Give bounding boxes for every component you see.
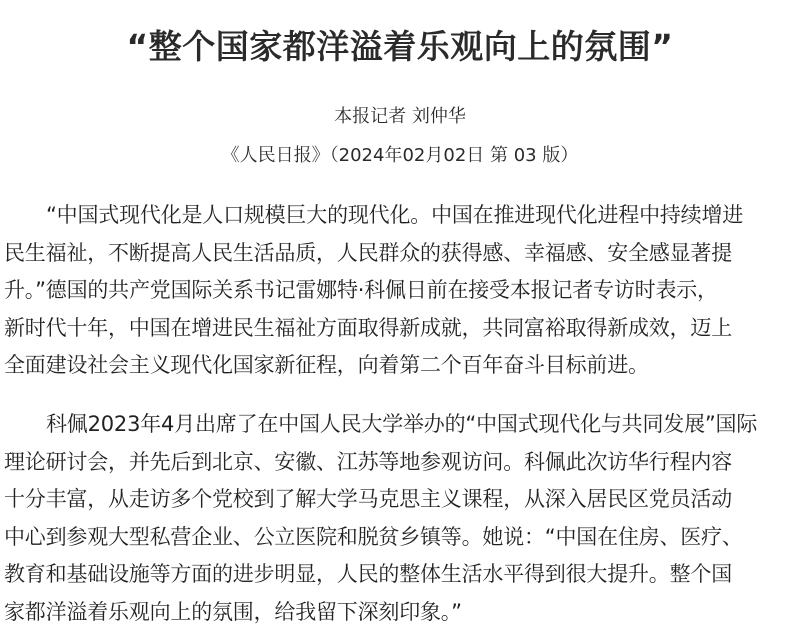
paragraph-line: 十分丰富，从走访多个党校到了解大学马克思主义课程，从深入居民区党员活动 (4, 487, 732, 511)
paragraph-line: 教育和基础设施等方面的进步明显，人民的整体生活水平得到很大提升。整个国 (4, 562, 732, 586)
paragraph-line: 民生福祉，不断提高人民生活品质，人民群众的获得感、幸福感、安全感显著提 (4, 240, 732, 265)
paragraph-line: 家都洋溢着乐观向上的氛围，给我留下深刻印象。” (4, 599, 462, 624)
article-byline: 本报记者 刘仲华 (334, 106, 466, 127)
paragraph-line: 升。”德国的共产党国际关系书记雷娜特·科佩日前在接受本报记者专访时表示， (4, 278, 718, 302)
article-source: 《人民日报》（2024年02月02日 第 03 版） (221, 145, 579, 166)
article-title: “整个国家都洋溢着乐观向上的氛围” (126, 27, 674, 66)
paragraph-line: 中心到参观大型私营企业、公立医院和脱贫乡镇等。她说：“中国在住房、医疗、 (4, 524, 743, 549)
paragraph-2 (4, 406, 794, 631)
paragraph-line: 科佩2023年4月出席了在中国人民大学举办的“中国式现代化与共同发展”国际 (46, 412, 758, 436)
paragraph-line: 理论研讨会，并先后到北京、安徽、江苏等地参观访问。科佩此次访华行程内容 (4, 449, 732, 474)
paragraph-line: 全面建设社会主义现代化国家新征程，向着第二个百年奋斗目标前进。 (4, 353, 649, 377)
paragraph-1 (4, 197, 794, 385)
paragraph-line: “中国式现代化是人口规模巨大的现代化。中国在推进现代化进程中持续增进 (46, 203, 744, 227)
paragraph-line: 新时代十年，中国在增进民生福祉方面取得新成就，共同富裕取得新成效，迈上 (4, 315, 732, 340)
